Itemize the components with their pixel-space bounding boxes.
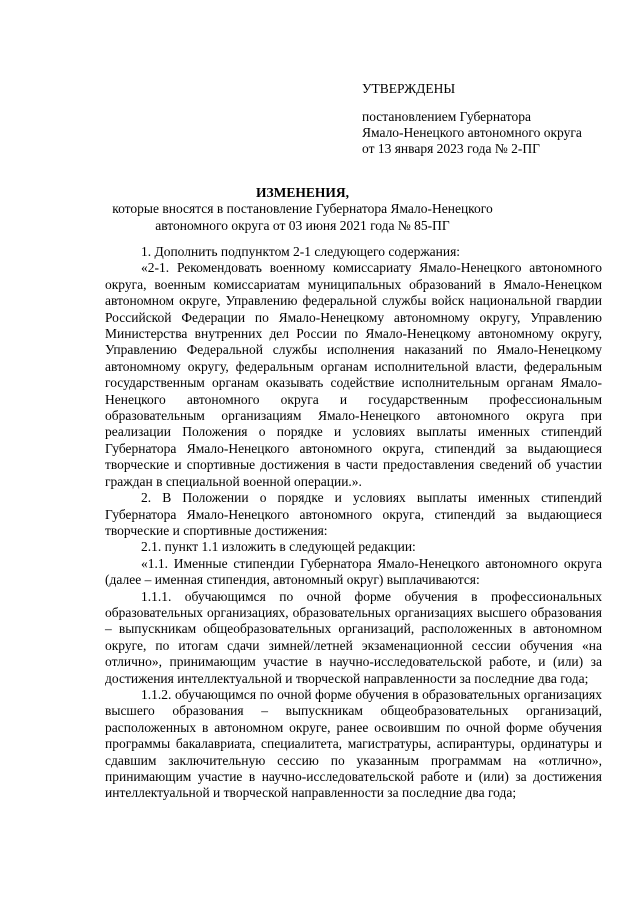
paragraph: 1.1.1. обучающимся по очной форме обучения в профессиональных образовательных организациях, образовательных организациях высшего образования – выпускникам общеобразовательных организаций, расположенных в автономном округе, по итогам сдачи зимней/летней экзаменационной сессии обучения «на отлично», принимающим участие в научно-исследовательской работе, и (или) за достижения интеллектуальной и творческой направленности за последние два года;	[105, 588, 602, 686]
document-body	[105, 244, 602, 802]
paragraph: 1.1.2. обучающимся по очной форме обучения в образовательных организациях высшего образования – выпускникам общеобразовательных организаций, расположенных в автономном округе, ранее освоившим по очной форме обучения программы бакалавриата, специалитета, магистратуры, аспирантуры, ординатуры и сдавшим заключительную сессию по указанным программам на «отлично», принимающим участие в научно-исследовательской работе и (или) за достижения интеллектуальной и творческой направленности за последние два года;	[105, 686, 602, 801]
approval-line: постановлением Губернатора	[362, 109, 531, 124]
approval-line: Ямало-Ненецкого автономного округа	[362, 125, 582, 140]
document-heading	[100, 185, 505, 234]
paragraph: «1.1. Именные стипендии Губернатора Ямало-Ненецкого автономного округа (далее – именная стипендия, автономный округ) выплачиваются:	[105, 555, 602, 588]
approval-line: от 13 января 2023 года № 2-ПГ	[362, 141, 540, 156]
document-subtitle: которые вносятся в постановление Губернатора Ямало-Ненецкого автономного округа от 03 июня 2021 года № 85-ПГ	[112, 201, 493, 233]
paragraph: 2. В Положении о порядке и условиях выплаты именных стипендий Губернатора Ямало-Ненецкого автономного округа, стипендий за выдающиеся творческие и спортивные достижения:	[105, 490, 602, 538]
paragraph: 1. Дополнить подпунктом 2-1 следующего содержания:	[141, 244, 461, 259]
paragraph: 2.1. пункт 1.1 изложить в следующей редакции:	[141, 539, 416, 555]
approval-heading: УТВЕРЖДЕНЫ	[362, 81, 456, 96]
document-title: ИЗМЕНЕНИЯ,	[255, 185, 349, 200]
paragraph: «2-1. Рекомендовать военному комиссариату Ямало-Ненецкого автономного округа, военным комиссариатам муниципальных образований в Ямало-Ненецком автономном округе, Управлению федеральной службы войск национальной гвардии Российской Федерации по Ямало-Ненецкому автономному округу, Управлению Министерства внутренних дел России по Ямало-Ненецкому автономному округу, Управлению Федеральной службы исполнения наказаний по Ямало-Ненецкому автономному округу, федеральным органам исполнительной власти, федеральным государственным органам оказывать содействие исполнительным органам Ямало-Ненецкого автономного округа и государственным профессиональным образовательным организациям Ямало-Ненецкого автономного округа при реализации Положения о порядке и условиях выплаты именных стипендий Губернатора Ямало-Ненецкого автономного округа, стипендий за выдающиеся творческие и спортивные достижения в части предоставления сведений об участии граждан в специальной военной операции.».	[105, 260, 602, 489]
